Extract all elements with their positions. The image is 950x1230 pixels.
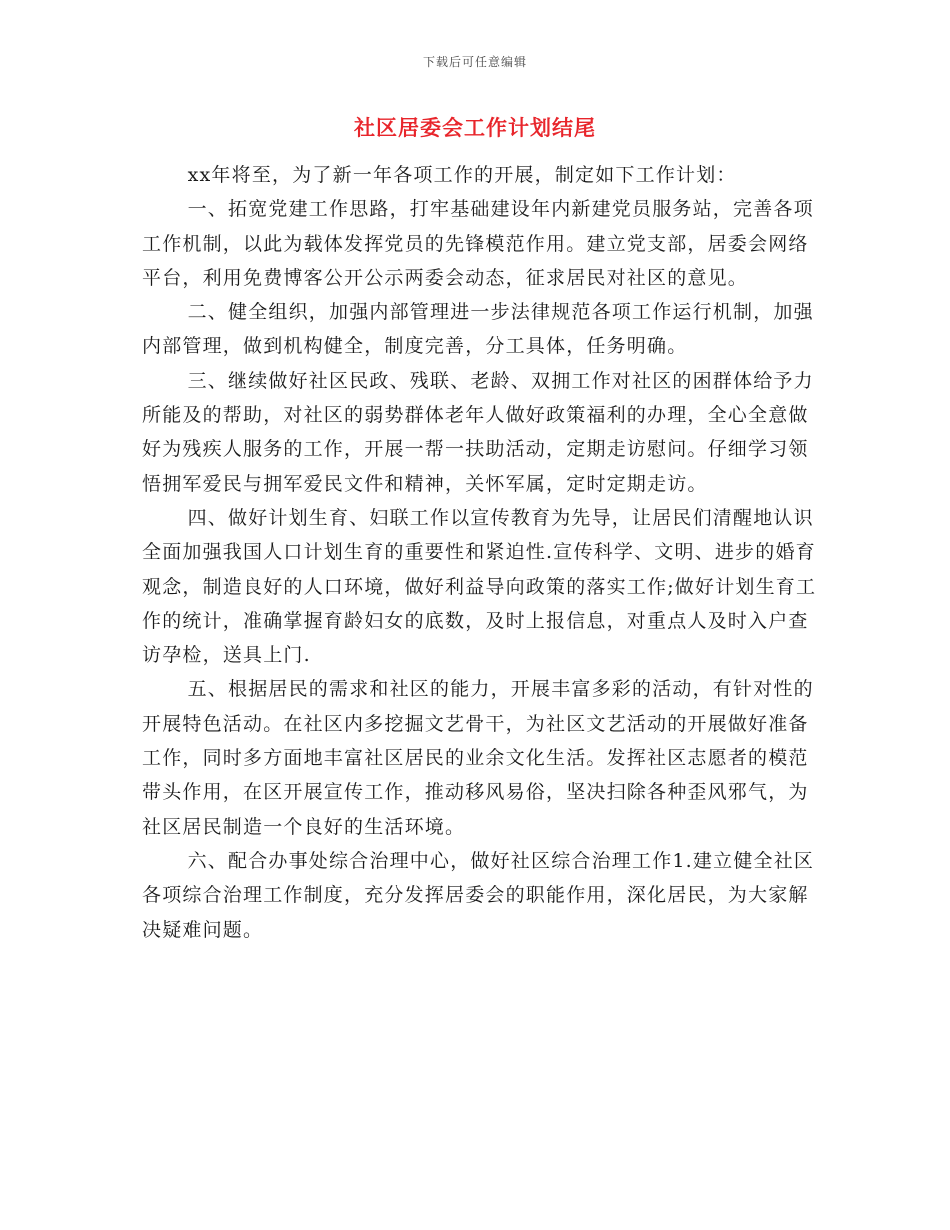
paragraph-governance: 六、配合办事处综合治理中心，做好社区综合治理工作1.建立健全社区各项综合治理工作制度，充分发挥居委会的职能作用，深化居民，为大家解决疑难问题。: [142, 849, 815, 941]
paragraph-civil-affairs: 三、继续做好社区民政、残联、老龄、双拥工作对社区的困群体给予力所能及的帮助，对社区的弱势群体老年人做好政策福利的办理，全心全意做好为残疾人服务的工作，开展一帮一扶助活动，定期走访慰问。仔细学习领悟拥军爱民与拥军爱民文件和精神，关怀军属，定时定期走访。: [142, 369, 814, 495]
document-body: [142, 158, 818, 947]
header-note: 下载后可任意编辑: [422, 55, 527, 69]
paragraph-organization: 二、健全组织，加强内部管理进一步法律规范各项工作运行机制，加强内部管理，做到机构健全，制度完善，分工具体，任务明确。: [142, 301, 814, 358]
paragraph-party-building: 一、拓宽党建工作思路，打牢基础建设年内新建党员服务站，完善各项工作机制，以此为载体发挥党员的先锋模范作用。建立党支部，居委会网络平台，利用免费博客公开公示两委会动态，征求居民对社区的意见。: [142, 198, 814, 289]
paragraph-family-planning: 四、做好计划生育、妇联工作以宣传教育为先导，让居民们清醒地认识全面加强我国人口计划生育的重要性和紧迫性.宣传科学、文明、进步的婚育观念，制造良好的人口环境，做好利益导向政策的落实工作;做好计划生育工作的统计，准确掌握育龄妇女的底数，及时上报信息，对重点人及时入户查访孕检，送具上门.: [142, 506, 817, 667]
paragraph-activities: 五、根据居民的需求和社区的能力，开展丰富多彩的活动，有针对性的开展特色活动。在社区内多挖掘文艺骨干，为社区文艺活动的开展做好准备工作，同时多方面地丰富社区居民的业余文化生活。发挥社区志愿者的模范带头作用，在区开展宣传工作，推动移风易俗，坚决扫除各种歪风邪气，为社区居民制造一个良好的生活环境。: [142, 678, 814, 838]
paragraph-intro: xx年将至，为了新一年各项工作的开展，制定如下工作计划：: [187, 164, 737, 186]
document-title: 社区居委会工作计划结尾: [354, 115, 596, 140]
